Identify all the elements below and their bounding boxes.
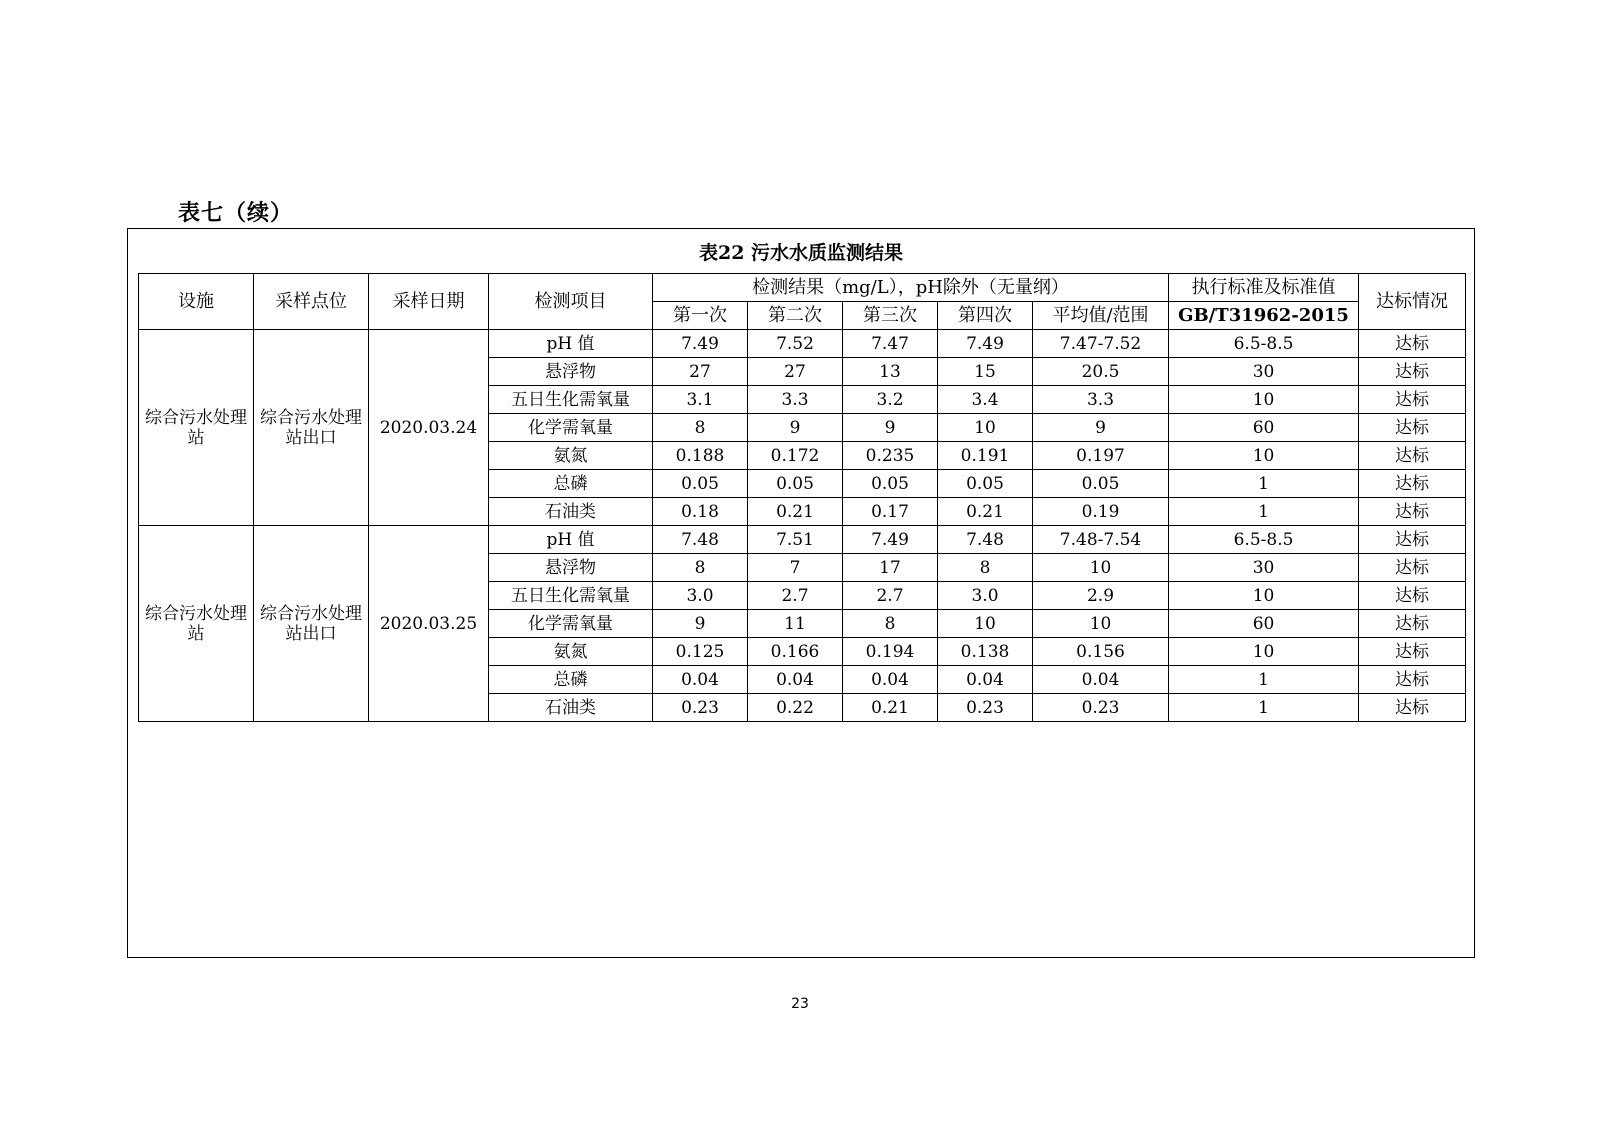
avg-cell: 0.23 (1033, 694, 1169, 722)
value-cell: 27 (653, 358, 748, 386)
value-cell: 3.4 (938, 386, 1033, 414)
status-cell: 达标 (1359, 442, 1466, 470)
avg-cell: 20.5 (1033, 358, 1169, 386)
value-cell: 7.51 (748, 526, 843, 554)
standard-cell: 1 (1169, 666, 1359, 694)
item-cell: 五日生化需氧量 (489, 582, 653, 610)
item-cell: 悬浮物 (489, 554, 653, 582)
sampling-point-cell: 综合污水处理站出口 (254, 526, 369, 722)
value-cell: 11 (748, 610, 843, 638)
value-cell: 0.23 (938, 694, 1033, 722)
standard-cell: 10 (1169, 442, 1359, 470)
item-cell: 石油类 (489, 694, 653, 722)
results-table (138, 273, 1466, 722)
header-standard-code: GB/T31962-2015 (1169, 302, 1359, 330)
header-sampling-date: 采样日期 (369, 274, 489, 330)
value-cell: 9 (653, 610, 748, 638)
avg-cell: 10 (1033, 554, 1169, 582)
item-cell: 氨氮 (489, 638, 653, 666)
value-cell: 7.49 (843, 526, 938, 554)
value-cell: 0.04 (938, 666, 1033, 694)
header-round-3: 第三次 (843, 302, 938, 330)
value-cell: 0.22 (748, 694, 843, 722)
value-cell: 0.05 (653, 470, 748, 498)
header-round-1: 第一次 (653, 302, 748, 330)
standard-cell: 6.5-8.5 (1169, 526, 1359, 554)
value-cell: 10 (938, 414, 1033, 442)
sampling-point-cell: 综合污水处理站出口 (254, 330, 369, 526)
standard-cell: 10 (1169, 582, 1359, 610)
header-facility: 设施 (139, 274, 254, 330)
value-cell: 0.05 (843, 470, 938, 498)
status-cell: 达标 (1359, 470, 1466, 498)
sampling-date-cell: 2020.03.24 (369, 330, 489, 526)
value-cell: 7.49 (938, 330, 1033, 358)
status-cell: 达标 (1359, 554, 1466, 582)
value-cell: 9 (843, 414, 938, 442)
table-row (139, 526, 1466, 554)
value-cell: 7.49 (653, 330, 748, 358)
item-cell: 氨氮 (489, 442, 653, 470)
value-cell: 8 (653, 554, 748, 582)
value-cell: 3.3 (748, 386, 843, 414)
value-cell: 3.0 (938, 582, 1033, 610)
status-cell: 达标 (1359, 414, 1466, 442)
header-compliance: 达标情况 (1359, 274, 1466, 330)
value-cell: 8 (938, 554, 1033, 582)
value-cell: 3.1 (653, 386, 748, 414)
standard-cell: 30 (1169, 554, 1359, 582)
value-cell: 0.18 (653, 498, 748, 526)
header-sampling-point: 采样点位 (254, 274, 369, 330)
status-cell: 达标 (1359, 526, 1466, 554)
avg-cell: 0.156 (1033, 638, 1169, 666)
standard-cell: 10 (1169, 386, 1359, 414)
value-cell: 7.48 (938, 526, 1033, 554)
avg-cell: 0.05 (1033, 470, 1169, 498)
standard-cell: 6.5-8.5 (1169, 330, 1359, 358)
avg-cell: 0.04 (1033, 666, 1169, 694)
avg-cell: 0.197 (1033, 442, 1169, 470)
item-cell: 化学需氧量 (489, 414, 653, 442)
standard-cell: 30 (1169, 358, 1359, 386)
table-row (139, 330, 1466, 358)
facility-cell: 综合污水处理站 (139, 330, 254, 526)
standard-cell: 1 (1169, 498, 1359, 526)
value-cell: 15 (938, 358, 1033, 386)
standard-cell: 1 (1169, 470, 1359, 498)
value-cell: 10 (938, 610, 1033, 638)
page-number: 23 (791, 996, 809, 1012)
header-row-1 (139, 274, 1466, 302)
value-cell: 13 (843, 358, 938, 386)
value-cell: 7.47 (843, 330, 938, 358)
section-label: 表七（续） (178, 200, 294, 226)
item-cell: 石油类 (489, 498, 653, 526)
value-cell: 0.21 (843, 694, 938, 722)
value-cell: 0.04 (748, 666, 843, 694)
header-results-group: 检测结果（mg/L），pH除外（无量纲） (653, 274, 1169, 302)
standard-cell: 60 (1169, 610, 1359, 638)
value-cell: 0.191 (938, 442, 1033, 470)
value-cell: 2.7 (748, 582, 843, 610)
avg-cell: 7.48-7.54 (1033, 526, 1169, 554)
status-cell: 达标 (1359, 358, 1466, 386)
value-cell: 7.48 (653, 526, 748, 554)
value-cell: 0.235 (843, 442, 938, 470)
value-cell: 0.04 (843, 666, 938, 694)
status-cell: 达标 (1359, 694, 1466, 722)
value-cell: 0.194 (843, 638, 938, 666)
status-cell: 达标 (1359, 638, 1466, 666)
item-cell: pH 值 (489, 330, 653, 358)
value-cell: 8 (843, 610, 938, 638)
header-standard-group: 执行标准及标准值 (1169, 274, 1359, 302)
value-cell: 3.0 (653, 582, 748, 610)
item-cell: 总磷 (489, 470, 653, 498)
value-cell: 0.04 (653, 666, 748, 694)
header-round-2: 第二次 (748, 302, 843, 330)
value-cell: 0.05 (748, 470, 843, 498)
avg-cell: 0.19 (1033, 498, 1169, 526)
value-cell: 0.05 (938, 470, 1033, 498)
value-cell: 9 (748, 414, 843, 442)
header-avg-range: 平均值/范围 (1033, 302, 1169, 330)
value-cell: 27 (748, 358, 843, 386)
avg-cell: 3.3 (1033, 386, 1169, 414)
value-cell: 0.23 (653, 694, 748, 722)
item-cell: 五日生化需氧量 (489, 386, 653, 414)
table-title: 表22 污水水质监测结果 (698, 242, 904, 264)
value-cell: 7 (748, 554, 843, 582)
status-cell: 达标 (1359, 386, 1466, 414)
value-cell: 0.172 (748, 442, 843, 470)
item-cell: 化学需氧量 (489, 610, 653, 638)
item-cell: 总磷 (489, 666, 653, 694)
value-cell: 17 (843, 554, 938, 582)
status-cell: 达标 (1359, 330, 1466, 358)
avg-cell: 9 (1033, 414, 1169, 442)
value-cell: 0.21 (748, 498, 843, 526)
avg-cell: 7.47-7.52 (1033, 330, 1169, 358)
item-cell: 悬浮物 (489, 358, 653, 386)
value-cell: 0.125 (653, 638, 748, 666)
value-cell: 0.188 (653, 442, 748, 470)
status-cell: 达标 (1359, 666, 1466, 694)
value-cell: 0.21 (938, 498, 1033, 526)
standard-cell: 10 (1169, 638, 1359, 666)
value-cell: 2.7 (843, 582, 938, 610)
status-cell: 达标 (1359, 610, 1466, 638)
header-test-item: 检测项目 (489, 274, 653, 330)
status-cell: 达标 (1359, 498, 1466, 526)
avg-cell: 10 (1033, 610, 1169, 638)
value-cell: 0.17 (843, 498, 938, 526)
value-cell: 0.138 (938, 638, 1033, 666)
header-round-4: 第四次 (938, 302, 1033, 330)
status-cell: 达标 (1359, 582, 1466, 610)
value-cell: 3.2 (843, 386, 938, 414)
facility-cell: 综合污水处理站 (139, 526, 254, 722)
standard-cell: 1 (1169, 694, 1359, 722)
avg-cell: 2.9 (1033, 582, 1169, 610)
value-cell: 7.52 (748, 330, 843, 358)
standard-cell: 60 (1169, 414, 1359, 442)
value-cell: 0.166 (748, 638, 843, 666)
sampling-date-cell: 2020.03.25 (369, 526, 489, 722)
item-cell: pH 值 (489, 526, 653, 554)
value-cell: 8 (653, 414, 748, 442)
